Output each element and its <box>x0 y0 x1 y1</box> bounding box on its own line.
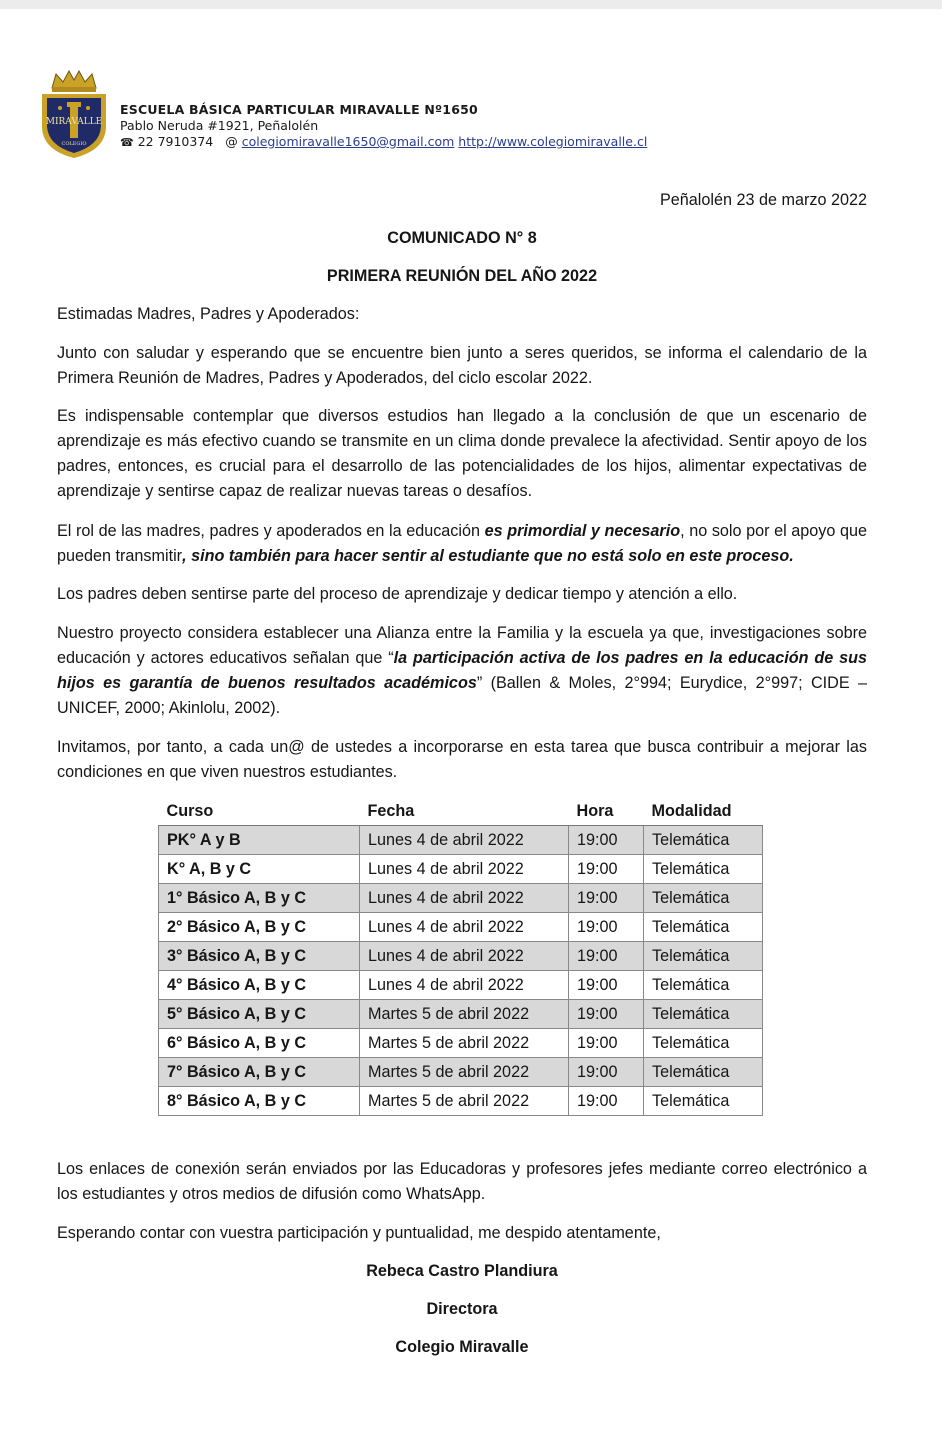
paragraph-4: Los padres deben sentirse parte del proceso de aprendizaje y dedicar tiempo y atención a ello. <box>57 585 738 603</box>
cell-hora: 19:00 <box>569 913 644 942</box>
paragraph-5-quote: la participación activa de los padres en la educación de sus hijos es garantía de buenos resultados académicos <box>57 649 867 692</box>
school-header <box>120 102 647 151</box>
cell-fecha: Martes 5 de abril 2022 <box>360 1000 569 1029</box>
cell-hora: 19:00 <box>569 884 644 913</box>
cell-curso: K° A, B y C <box>159 855 360 884</box>
paragraph-5 <box>57 621 867 721</box>
cell-modalidad: Telemática <box>644 1029 763 1058</box>
letter-title: COMUNICADO N° 8 <box>387 229 537 247</box>
email-link[interactable]: colegiomiravalle1650@gmail.com <box>241 134 455 149</box>
table-row <box>159 855 763 884</box>
cell-fecha: Lunes 4 de abril 2022 <box>360 855 569 884</box>
cell-curso: 4° Básico A, B y C <box>159 971 360 1000</box>
cell-fecha: Lunes 4 de abril 2022 <box>360 913 569 942</box>
table-row <box>159 826 763 855</box>
school-crest-logo <box>38 68 110 160</box>
salutation: Estimadas Madres, Padres y Apoderados: <box>57 305 360 323</box>
cell-modalidad: Telemática <box>644 1058 763 1087</box>
table-row <box>159 1029 763 1058</box>
table-row <box>159 884 763 913</box>
column-header-fecha: Fecha <box>360 798 569 826</box>
column-header-modalidad: Modalidad <box>644 798 763 826</box>
cell-curso: 1° Básico A, B y C <box>159 884 360 913</box>
paragraph-5-part-c: ” (Ballen & Moles, 2°994; Eurydice, 2°997; CIDE – UNICEF, 2000; Akinlolu, 2002). <box>57 674 867 717</box>
website-link[interactable]: http://www.colegiomiravalle.cl <box>458 134 648 149</box>
table-row <box>159 942 763 971</box>
signer-name: Rebeca Castro Plandiura <box>366 1262 558 1280</box>
cell-modalidad: Telemática <box>644 913 763 942</box>
cell-fecha: Lunes 4 de abril 2022 <box>360 826 569 855</box>
cell-hora: 19:00 <box>569 1087 644 1116</box>
crest-text-top: MIRAVALLE <box>45 117 103 127</box>
cell-fecha: Martes 5 de abril 2022 <box>360 1058 569 1087</box>
paragraph-7: Los enlaces de conexión serán enviados por las Educadoras y profesores jefes mediante correo electrónico a los estudiantes y otros medios de difusión como WhatsApp. <box>57 1160 867 1203</box>
cell-hora: 19:00 <box>569 1029 644 1058</box>
schedule-table <box>158 798 763 1116</box>
at-icon: @ <box>225 134 238 149</box>
signer-role: Directora <box>426 1300 498 1318</box>
paragraph-5-part-a: Nuestro proyecto considera establecer una Alianza entre la Familia y la escuela ya que, investigaciones sobre educación y actores educativos señalan que “ <box>57 624 867 667</box>
cell-modalidad: Telemática <box>644 1087 763 1116</box>
table-row <box>159 971 763 1000</box>
school-address: Pablo Neruda #1921, Peñalolén <box>120 118 319 133</box>
school-contact <box>120 134 647 151</box>
table-row <box>159 1087 763 1116</box>
paragraph-3 <box>57 519 867 569</box>
signer-organization: Colegio Miravalle <box>395 1338 529 1356</box>
cell-fecha: Lunes 4 de abril 2022 <box>360 884 569 913</box>
cell-curso: 3° Básico A, B y C <box>159 942 360 971</box>
phone-icon: ☎ <box>120 136 134 149</box>
table-row <box>159 1058 763 1087</box>
table-row <box>159 913 763 942</box>
cell-hora: 19:00 <box>569 1000 644 1029</box>
paragraph-3-emphasis-2: , sino también para hacer sentir al estudiante que no está solo en este proceso. <box>182 547 794 565</box>
cell-curso: PK° A y B <box>159 826 360 855</box>
cell-fecha: Lunes 4 de abril 2022 <box>360 942 569 971</box>
cell-curso: 7° Básico A, B y C <box>159 1058 360 1087</box>
cell-curso: 6° Básico A, B y C <box>159 1029 360 1058</box>
table-header-row <box>159 798 763 826</box>
paragraph-3-part-a: El rol de las madres, padres y apoderados en la educación <box>57 522 485 540</box>
column-header-hora: Hora <box>569 798 644 826</box>
date-line: Peñalolén 23 de marzo 2022 <box>660 191 867 209</box>
paragraph-6: Invitamos, por tanto, a cada un@ de ustedes a incorporarse en esta tarea que busca contribuir a mejorar las condiciones en que viven nuestros estudiantes. <box>57 738 867 781</box>
cell-modalidad: Telemática <box>644 971 763 1000</box>
cell-hora: 19:00 <box>569 855 644 884</box>
cell-hora: 19:00 <box>569 1058 644 1087</box>
cell-modalidad: Telemática <box>644 855 763 884</box>
cell-fecha: Martes 5 de abril 2022 <box>360 1029 569 1058</box>
cell-fecha: Lunes 4 de abril 2022 <box>360 971 569 1000</box>
school-phone: 22 7910374 <box>137 134 214 149</box>
cell-hora: 19:00 <box>569 942 644 971</box>
school-name: ESCUELA BÁSICA PARTICULAR MIRAVALLE Nº1650 <box>120 102 478 117</box>
cell-curso: 8° Básico A, B y C <box>159 1087 360 1116</box>
cell-fecha: Martes 5 de abril 2022 <box>360 1087 569 1116</box>
letter-subtitle: PRIMERA REUNIÓN DEL AÑO 2022 <box>326 267 598 285</box>
paragraph-1: Junto con saludar y esperando que se encuentre bien junto a seres queridos, se informa el calendario de la Primera Reunión de Madres, Padres y Apoderados, del ciclo escolar 2022. <box>57 344 867 387</box>
paragraph-3-emphasis-1: es primordial y necesario <box>484 522 681 540</box>
paragraph-3-part-c: , no solo por el apoyo que pueden transmitir <box>57 522 867 565</box>
cell-curso: 2° Básico A, B y C <box>159 913 360 942</box>
table-row <box>159 1000 763 1029</box>
crest-text-bottom: COLEGIO <box>61 141 87 147</box>
cell-modalidad: Telemática <box>644 826 763 855</box>
cell-modalidad: Telemática <box>644 942 763 971</box>
cell-hora: 19:00 <box>569 971 644 1000</box>
paragraph-2: Es indispensable contemplar que diversos estudios han llegado a la conclusión de que un escenario de aprendizaje es más efectivo cuando se transmite en un clima donde prevalece la afectividad. Sentir apoyo de los padres, entonces, es crucial para el desarrollo de las potencialidades de los hijos, alimentar expectativas de aprendizaje y sentirse capaz de realizar nuevas tareas o desafíos. <box>57 407 867 500</box>
column-header-curso: Curso <box>159 798 360 826</box>
closing-line: Esperando contar con vuestra participación y puntualidad, me despido atentamente, <box>57 1224 661 1242</box>
cell-modalidad: Telemática <box>644 884 763 913</box>
cell-curso: 5° Básico A, B y C <box>159 1000 360 1029</box>
cell-hora: 19:00 <box>569 826 644 855</box>
cell-modalidad: Telemática <box>644 1000 763 1029</box>
